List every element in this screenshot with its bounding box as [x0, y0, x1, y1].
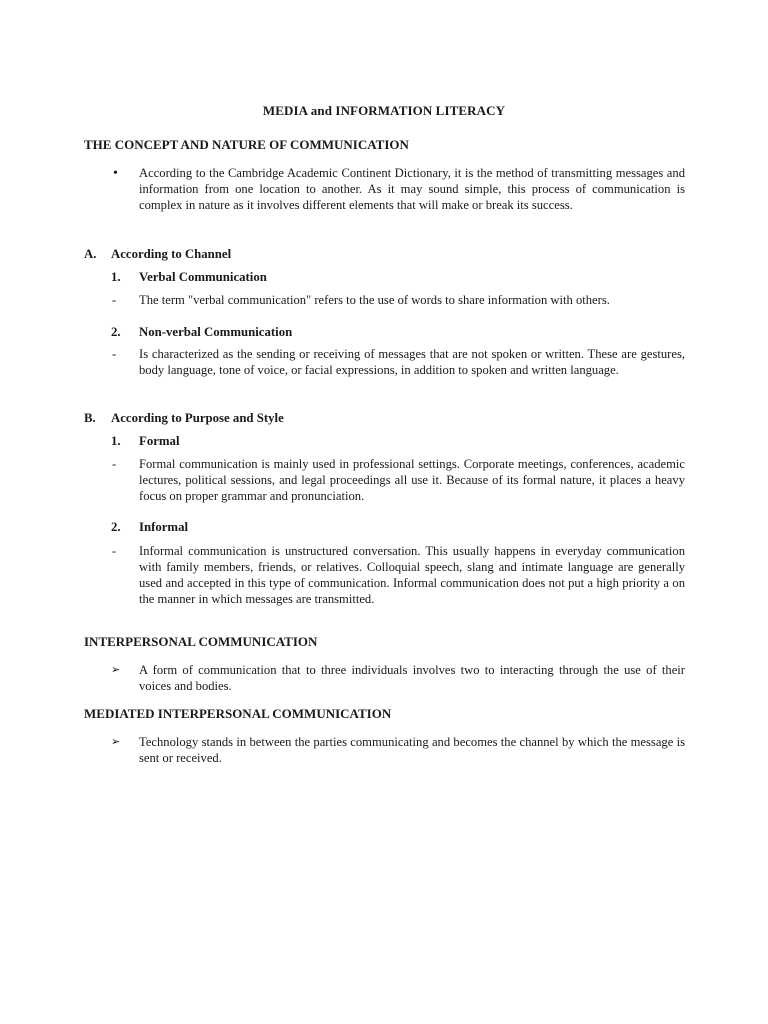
- informal-heading: [111, 519, 188, 535]
- bullet-icon: •: [113, 166, 118, 181]
- nonverbal-number: 2.: [111, 325, 121, 339]
- informal-paragraph: Informal communication is unstructured conversation. This usually happens in everyday communication with family members, friends, or relatives. Colloquial speech, slang and intimate language are generally used and accepted in this type of communication. Informal communication does not put a high priority a on the manner in which messages are transmitted.: [139, 544, 685, 606]
- dash-marker: -: [112, 457, 117, 471]
- arrow-bullet-icon: ➢: [111, 736, 121, 748]
- mediated-paragraph: Technology stands in between the parties communicating and becomes the channel by which the message is sent or received.: [139, 735, 685, 765]
- informal-title: Informal: [139, 520, 189, 534]
- informal-number: 2.: [111, 520, 121, 534]
- verbal-title: Verbal Communication: [139, 270, 267, 284]
- mediated-heading: MEDIATED INTERPERSONAL COMMUNICATION: [84, 706, 392, 721]
- interpersonal-heading: INTERPERSONAL COMMUNICATION: [84, 634, 318, 649]
- nonverbal-heading: [111, 324, 292, 340]
- verbal-paragraph: The term "verbal communication" refers to the use of words to share information with others.: [139, 293, 610, 307]
- formal-paragraph: Formal communication is mainly used in professional settings. Corporate meetings, conferences, academic lectures, political sessions, and legal proceedings all use it. Because of its formal nature, it places a heavy focus on proper grammar and pronunciation.: [139, 457, 685, 503]
- formal-title: Formal: [139, 434, 180, 448]
- dash-marker: -: [112, 293, 117, 307]
- section-b-title: According to Purpose and Style: [111, 411, 284, 425]
- nonverbal-title: Non-verbal Communication: [139, 325, 293, 339]
- interpersonal-paragraph: A form of communication that to three individuals involves two to interacting through the use of their voices and bodies.: [139, 663, 685, 693]
- formal-heading: [111, 433, 180, 449]
- concept-paragraph: According to the Cambridge Academic Continent Dictionary, it is the method of transmitting messages and information from one location to another. As it may sound simple, this process of communication is complex in nature as it involves different elements that will make or break its success.: [139, 166, 685, 212]
- section-b-heading: [84, 410, 284, 426]
- dash-marker: -: [112, 544, 117, 558]
- arrow-bullet-icon: ➢: [111, 664, 121, 676]
- formal-number: 1.: [111, 434, 121, 448]
- dash-marker: -: [112, 347, 117, 361]
- verbal-heading: [111, 269, 267, 285]
- concept-heading: THE CONCEPT AND NATURE OF COMMUNICATION: [84, 137, 409, 152]
- section-a-letter: A.: [84, 247, 97, 261]
- section-a-heading: [84, 246, 231, 262]
- verbal-number: 1.: [111, 270, 121, 284]
- section-b-letter: B.: [84, 411, 96, 425]
- section-a-title: According to Channel: [111, 247, 232, 261]
- nonverbal-paragraph: Is characterized as the sending or receiving of messages that are not spoken or written. These are gestures, body language, tone of voice, or facial expressions, in addition to spoken and written language.: [139, 347, 685, 377]
- document-title: MEDIA and INFORMATION LITERACY: [262, 103, 506, 118]
